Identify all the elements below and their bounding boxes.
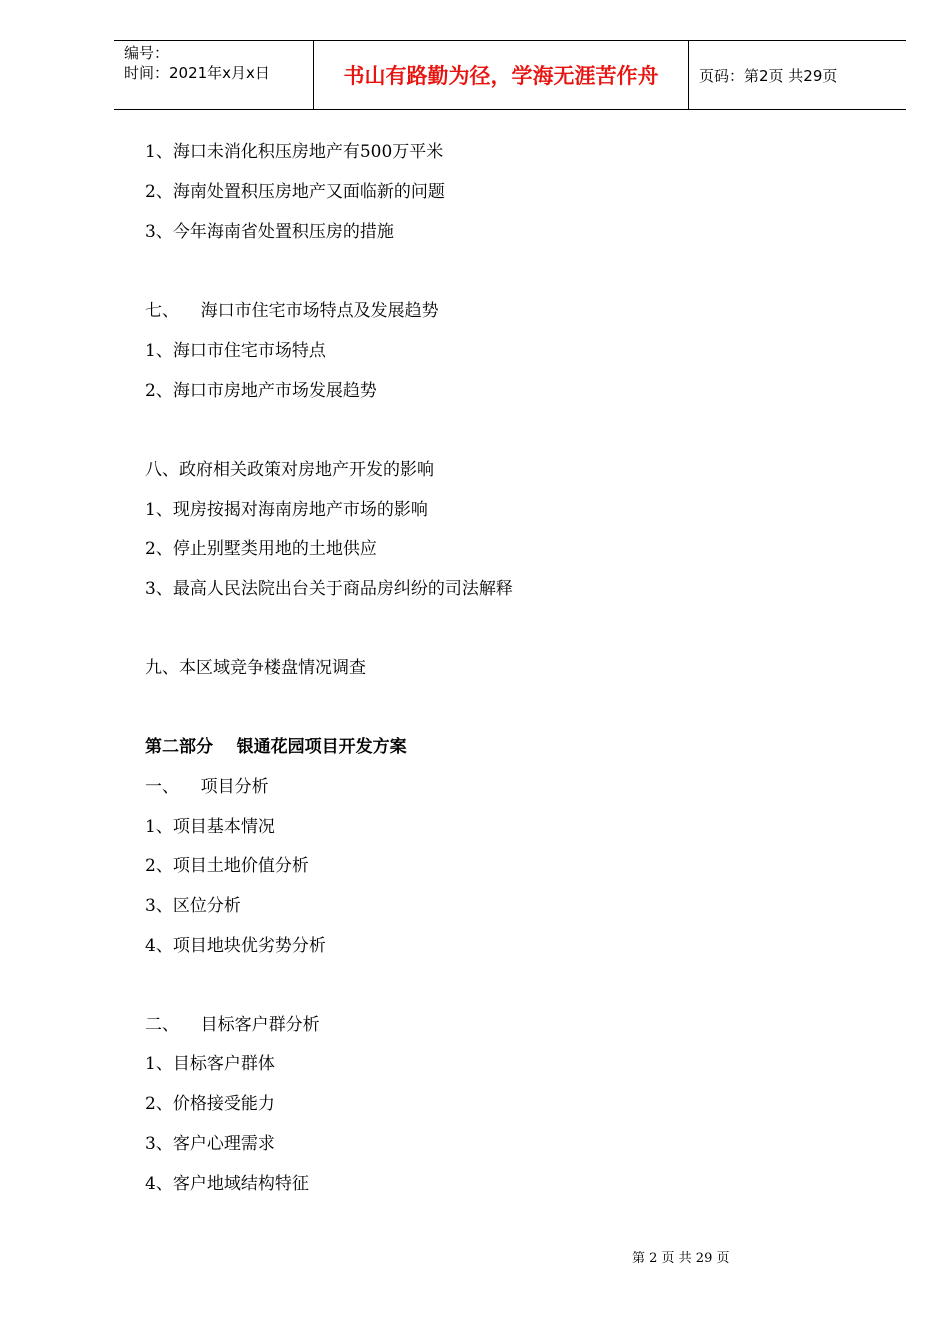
time-label: 时间：2021年x月x日 (124, 64, 270, 82)
outline-item: 1、项目基本情况 (145, 817, 275, 837)
outline-item: 2、价格接受能力 (145, 1094, 275, 1114)
outline-item: 3、最高人民法院出台关于商品房纠纷的司法解释 (145, 579, 513, 599)
outline-item: 2、海口市房地产市场发展趋势 (145, 381, 377, 401)
section-heading: 一、 项目分析 (145, 777, 269, 797)
header-page-info: 页码：第2页 共29页 (699, 66, 838, 85)
number-label: 编号： (124, 44, 170, 62)
outline-item: 1、海口未消化积压房地产有500万平米 (145, 142, 444, 162)
header-meta (114, 41, 314, 109)
section-heading: 二、 目标客户群分析 (145, 1015, 320, 1035)
section-heading: 七、 海口市住宅市场特点及发展趋势 (145, 301, 439, 321)
outline-item: 1、目标客户群体 (145, 1054, 275, 1074)
outline-item: 2、项目土地价值分析 (145, 856, 309, 876)
outline-item: 3、客户心理需求 (145, 1134, 275, 1154)
outline-item: 4、项目地块优劣势分析 (145, 936, 326, 956)
outline-item: 3、区位分析 (145, 896, 241, 916)
outline-item: 2、停止别墅类用地的土地供应 (145, 539, 377, 559)
header-motto: 书山有路勤为径，学海无涯苦作舟 (314, 41, 689, 109)
section-heading: 八、政府相关政策对房地产开发的影响 (145, 460, 434, 480)
outline-item: 3、今年海南省处置积压房的措施 (145, 222, 394, 242)
page-footer: 第 2 页 共 29 页 (632, 1251, 730, 1266)
outline-item: 1、现房按揭对海南房地产市场的影响 (145, 500, 428, 520)
outline-item: 2、海南处置积压房地产又面临新的问题 (145, 182, 445, 202)
part-heading: 第二部分 银通花园项目开发方案 (145, 737, 407, 757)
outline-item: 4、客户地域结构特征 (145, 1174, 309, 1194)
outline-item: 1、海口市住宅市场特点 (145, 341, 326, 361)
section-heading: 九、本区域竞争楼盘情况调查 (145, 658, 366, 678)
page-header (114, 40, 906, 110)
